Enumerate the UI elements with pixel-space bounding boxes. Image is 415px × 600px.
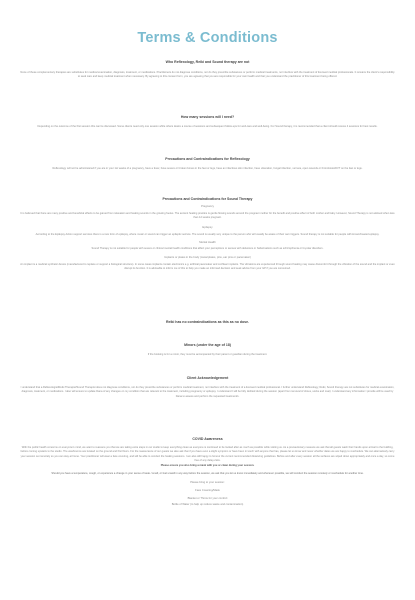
section-covid — [20, 437, 395, 507]
section-heading: Client Acknowledgement — [186, 376, 229, 380]
section-body: Reflexology will not be administered if you are in your 1st weeks of a pregnancy, have a fever, have severe or broken bones in the feet or legs, have an infectious skin infection, have ulceration, fungal infection, verruca, open wounds or thrombosis/DVT on the feet or legs. — [52, 167, 363, 170]
covid-symptoms-body: Should you have a temperature, cough, or experience a change in your sense of taste / smell, or feel unwell in any way before the session, we ask that you let us know immediately and wherever possible, we will conduct the session remotely or reschedule for another time. — [51, 472, 364, 476]
section-heading: Reiki has no contraindications as this as no dose. — [165, 320, 250, 324]
section-reflexology-precautions — [20, 157, 395, 171]
section-body: I understand that a Reflexologist/Reiki Therapist/Sound Therapist does not diagnose conditions, nor do they prescribe substances or perform medical treatment, nor interfere with the treatment of a licensed medical professional. I further understand Reflexology, Reiki, Sound therapy are not substitutes for medical examination, diagnosis, treatment, or medications. I also will ensure to update Dana of any changes on my condition that are relevant to the treatment, including pregnancy or epilepsy. I understand I will be fully debited during the session (apart from removal of shoes, socks and coat). I understand any information I provide will be used by Dana to assess and perform the requested treatment/s. — [20, 386, 395, 398]
section-heading: How many sessions will I need? — [180, 115, 235, 119]
section-heading: COVID Awareness — [192, 437, 223, 441]
section-heading: Precautions and Contraindications for Sound Therapy — [162, 197, 253, 201]
section-body: If the booking is for a minor, they must be accompanied by their parent or guardian during the treatment. — [147, 353, 268, 356]
section-sessions — [20, 115, 395, 129]
section-sound-precautions — [20, 197, 395, 272]
epilepsy-body: According to the Epilepsy Action support services there is a rare form of epilepsy, where music or sound can trigger an epileptic seizure. The sound is usually very unique to the person who will usually be aware of their own triggers. Sound therapy is not suitable for people with known/treated epilepsy. — [35, 232, 380, 236]
covid-body: With the public health concerns on everyone's mind, we want to reassure you that we are taking extra steps in our studio to keep everything clean as everyone is continued to be looked after as much as possible while visiting us. As a precautionary measure we ask that all guests wash their hands upon arrival to the building, before coming upstairs to the studio. The washrooms are located on the ground and first floors. For the reassurance of our guests we also ask that if you have even a slight symptom or have been in touch with anyone that has, please let us know and never whether dates we are happy to reschedule. We can alternatively carry your session out remotely so you can stay at home. Your practitioner will wear a face covering, and will be able to conduct the healing sessions. I am also still happy to honour the current recommended distancing guidelines. Before and after every session all the surfaces are wiped down appropriately and once a day, so come free of any delay-risks. — [20, 446, 395, 462]
pregnancy-body: It is believed that there are many positive and beneficial effects to be gained from relaxation and healing sounds in the growing foetus. The ancient healing practice is gentle flowing sounds around the pregnant mother for the benefit and positive effect of both mother and baby. However, Sound Therapy is not advised when less than 12 weeks pregnant. — [20, 212, 395, 220]
section-reiki-note — [20, 320, 395, 325]
implants-body: An implant is a medical synthetic device (manufactured to replace or support a biological structure). In some cases implants contain electronics e.g. artificial pacemaker and cochlear implants. The vibrations are experienced through sound healing may cause discomfort through the vibration of the sound and the implant or even disrupt its function. It is advisable to inform me of this to help you make an informed decision and seek advice from your GP if you are concerned. — [20, 263, 395, 271]
page-title: Terms & Conditions — [137, 30, 278, 46]
bring-item: Bottle of Water (to help up reduce waste and contamination) — [171, 502, 244, 506]
section-heading: Minors (under the age of 18) — [184, 343, 231, 347]
section-heading: Who Reflexology, Reiki and Sound therapy are not — [165, 60, 250, 64]
subheading-pregnancy: Pregnancy — [201, 205, 214, 208]
bring-list-intro: Please bring to your session: — [190, 480, 225, 484]
subheading-mental-health: Mental Health — [199, 240, 216, 244]
section-body: None of these complementary therapies are substitutes for medical examination, diagnosis, treatment, or medications. Practitioners do not diagnose conditions, nor do they prescribe substances or perform medical treatments, nor interfere with the treatment of licensed medical professionals. It remains the client's responsibility to seek care and keep medical treatment when necessary. By agreeing to this consent form, you are agreeing that you are responsible for your own health and that you understand the practitioner of this treatment being offered. — [20, 71, 395, 79]
section-minors — [20, 343, 395, 357]
bring-item: Face Covering/Mask — [195, 488, 220, 492]
section-what-not — [20, 60, 395, 80]
subheading-implants: Implants or plates in the body (metal plates, pins, ear pins or pacemaker) — [164, 256, 251, 260]
section-body: Depending on the outcome of the first session this can be discussed. Some clients need only one session while others desire a course of sessions and subsequent follow-ups for well-care and well-being. For Sound therapy, it is recommended that a client should receive 4 sessions for best results. — [37, 125, 378, 128]
section-client-acknowledgement — [20, 376, 395, 399]
section-heading: Precautions and Contraindications for Reflexology — [165, 157, 250, 161]
bring-item: Blanket or Throw for your comfort — [187, 496, 228, 500]
subheading-epilepsy: Epilepsy — [202, 225, 213, 229]
covid-mask-note: Please ensure you also bring a mask with you or clean during your session. — [160, 464, 255, 468]
mental-health-body: Sound Therapy is not suitable for people with severe or clinical mental health conditions that affect your perceptions or senses with delusions or hallucinations such as schizophrenia or bi-polar disorders. — [91, 246, 324, 250]
